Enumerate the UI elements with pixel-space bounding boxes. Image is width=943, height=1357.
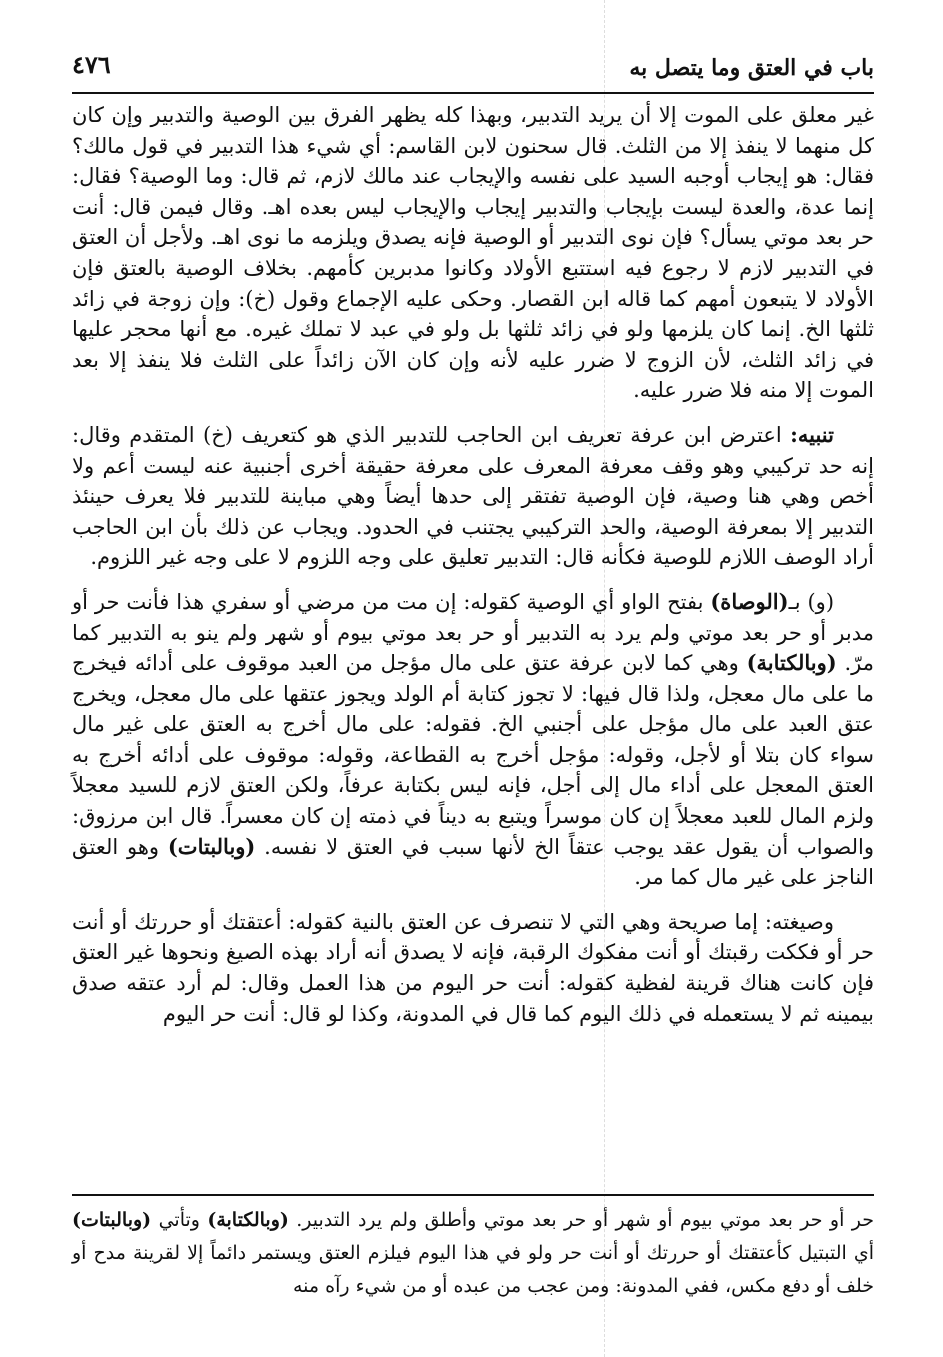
tanbih-text: اعترض ابن عرفة تعريف ابن الحاجب للتدبير الذي هو كتعريف (خ) المتقدم وقال: إنه حد تركيبي وهو وقف معرفة المعرف على معرفة حقيقة أخرى أجنبية عنه ليست أعم ولا أخص وهي هنا وصية، فإن الوصية تفتقر إلى حدها أيضاً وهي مباينة للتدبير فلا يعرف حينئذ التدبير إلا بمعرفة الوصية، والحد التركيبي يجتنب في الحدود. ويجاب عن ذلك بأن ابن الحاجب أراد الوصف اللازم للوصية فكأنه قال: التدبير تعليق على وجه اللزوم لا على وجه غير اللزوم. (72, 422, 875, 570)
batat-term: (وبالبتات) (167, 833, 256, 859)
footnote-part-2: وتأتي (151, 1209, 208, 1231)
header-divider (72, 92, 874, 94)
kitaba-term: (وبالكتابة) (746, 650, 837, 676)
footnote-area (72, 1204, 874, 1303)
page-number: ٤٧٦ (72, 50, 111, 79)
running-header (72, 48, 874, 88)
footnote-divider (72, 1194, 874, 1196)
tanbih-label: تنبيه: (790, 421, 834, 447)
paragraph-tanbih (72, 420, 874, 573)
batat-text: وهو العتق الناجز على غير مال كما مر. (72, 834, 874, 890)
kitaba-text: وهي كما لابن عرفة عتق على مال مؤجل من العبد موقوف على أدائه فيخرج ما على مال معجل، ولذا قال فيها: لا تجوز كتابة أم الولد ويجوز عتقها على مال معجل، ويخرج عتق العبد على مال مؤجل على أجنبي الخ. فقوله: على مال أخرج به العتق على غير مال سواء كان بتلا أو لأجل، وقوله: مؤجل أخرج به القطاعة، وقوله: موقوف على أدائه أخرج به العتق المعجل على أداء مال إلى أجل، فإنه ليس بكتابة عرفاً، ولكن العتق لازم للسيد معجلاً ولزم المال للعبد معجلاً إن كان موسراً ويتبع به ديناً في ذمته إن كان معسراً. قال ابن مرزوق: والصواب أن يقول عقد يوجب عتقاً الخ لأنها سبب في العتق لا نفسه. (72, 651, 874, 859)
footnote-part-1: حر أو حر بعد موتي بيوم أو شهر أو حر بعد موتي وأطلق ولم يرد التدبير. (288, 1209, 874, 1231)
chapter-title: باب في العتق وما يتصل به (629, 55, 874, 81)
wasat-text: بفتح الواو أي الوصية كقوله: إن مت من مرضي أو سفري هذا فأنت حر أو مدبر أو حر بعد موتي ولم يرد به التدبير أو حر بعد موتي بيوم أو شهر ولم ينو به التدبير كما مرّ. (72, 589, 874, 676)
footnote-part-3: أي التبتيل كأعتقتك أو حررتك أو أنت حر ولو في هذا اليوم فيلزم العتق ويستمر دائماً إلا لقرينة مدح أو خلف أو دفع مكس، ففي المدونة: ومن عجب من عبده أو من شيء رآه منه (72, 1242, 874, 1297)
paragraph-wasat (72, 587, 874, 893)
paragraph-sigha: وصيغته: إما صريحة وهي التي لا تنصرف عن العتق بالنية كقوله: أعتقتك أو حررتك أو أنت حر أو فككت رقبتك أو أنت مفكوك الرقبة، فإنه لا يصدق أنه أراد بهذه الصيغ ونحوها غير العتق فإن كانت هناك قرينة لفظية كقوله: أنت حر اليوم من هذا العمل وقال: لم أرد عتقه صدق بيمينه ثم لا يستعمله في ذلك اليوم كما قال في المدونة، وكذا لو قال: أنت حر اليوم (72, 909, 874, 1026)
paragraph-1: غير معلق على الموت إلا أن يريد التدبير، وبهذا كله يظهر الفرق بين الوصية والتدبير وإن كان كل منهما لا ينفذ إلا من الثلث. قال سحنون لابن القاسم: أي شيء هذا التدبير في قول مالك؟ فقال: هو إيجاب أوجبه السيد على نفسه والإيجاب عند مالك لازم، ثم قال: وما الوصية؟ فقال: إنما عدة، والعدة ليست بإيجاب والتدبير إيجاب والإيجاب ليس بعده اهـ. وقال فيمن قال: أنت حر بعد موتي يسأل؟ فإن نوى التدبير أو الوصية فإنه يصدق ويلزمه ما نوى اهـ. ولأجل أن العتق في التدبير لازم لا رجوع فيه استتبع الأولاد وكانوا مدبرين كأمهم. بخلاف الوصية بالعتق فإن الأولاد لا يتبعون أمهم كما قاله ابن القصار. وحكى عليه الإجماع وقول (خ): وإن زوجة في زائد ثلثها الخ. إنما كان يلزمها ولو في زائد ثلثها بل ولو في عبد لا تملك غيره. مع أنها محجر عليها في زائد الثلث، لأن الزوج لا ضرر عليه لأنه وإن كان الآن زائداً على الثلث فلا ينفذ إلا بعد الموت إلا منه فلا ضرر عليه. (72, 103, 874, 403)
footnote-text (72, 1204, 874, 1303)
footnote-kitaba-term: (وبالكتابة) (207, 1209, 289, 1231)
footnote-batat-term: (وبالبتات) (72, 1209, 152, 1231)
wasat-prefix: (و) بـ (788, 589, 835, 614)
main-text (72, 100, 874, 1029)
wasat-term: (الوصاة) (710, 588, 789, 614)
